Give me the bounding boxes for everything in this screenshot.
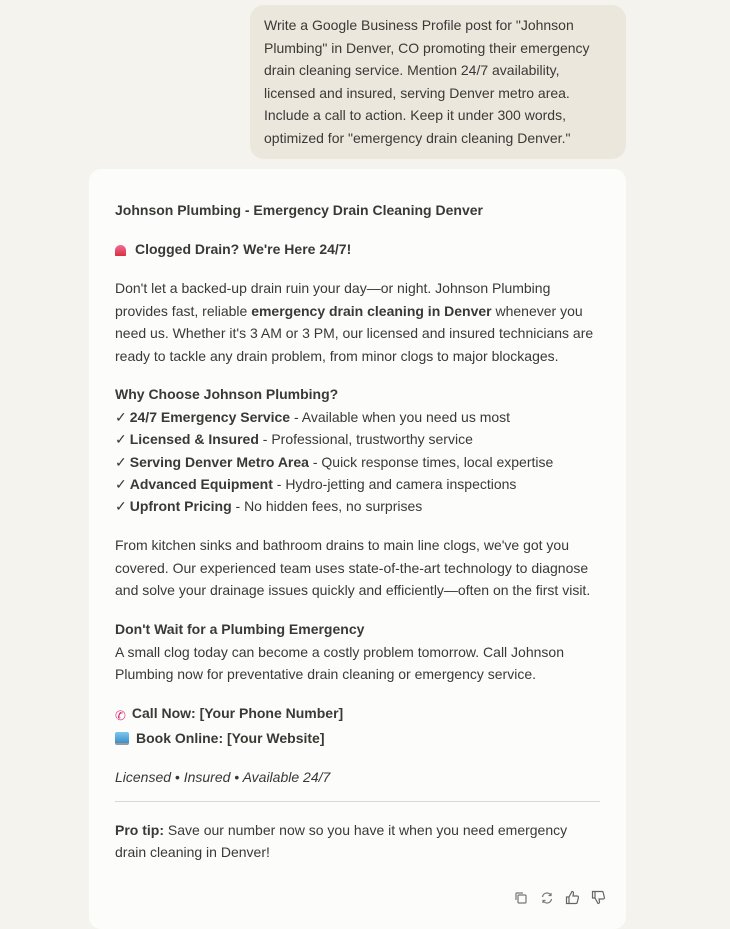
retry-button[interactable] xyxy=(538,889,555,906)
thumbs-up-button[interactable] xyxy=(564,889,581,906)
feature-item: ✓ Licensed & Insured - Professional, trustworthy service xyxy=(115,431,473,448)
user-message: Write a Google Business Profile post for "Johnson Plumbing" in Denver, CO promoting their emergency drain cleaning service. Mention 24/7 availability, licensed and insured, serving Denver metro area. Include a call to action. Keep it under 300 words, optimized for "emergency drain cleaning Denver." xyxy=(250,5,626,159)
post-headline: Clogged Drain? We're Here 24/7! xyxy=(115,238,600,260)
post-title: Johnson Plumbing - Emergency Drain Cleaning Denver xyxy=(115,202,483,218)
feature-item: ✓ 24/7 Emergency Service - Available when you need us most xyxy=(115,408,511,425)
wait-section: Don't Wait for a Plumbing Emergency A small clog today can become a costly problem tomorrow. Call Johnson Plumbing now for preventative drain cleaning or emergency service. xyxy=(115,621,564,682)
thumbs-up-icon xyxy=(565,890,580,905)
divider xyxy=(115,801,600,802)
assistant-response xyxy=(89,169,626,929)
tagline: Licensed • Insured • Available 24/7 xyxy=(115,769,331,786)
feature-item: ✓ Serving Denver Metro Area - Quick response times, local expertise xyxy=(115,453,554,470)
check-icon: ✓ xyxy=(115,498,127,515)
intro-paragraph: Don't let a backed-up drain ruin your day—or night. Johnson Plumbing provides fast, reliable emergency drain cleaning in Denver whenever you need us. Whether it's 3 AM or 3 PM, our licensed and insured technicians are ready to tackle any drain problem, from minor clogs to major blockages. xyxy=(115,280,594,364)
laptop-icon xyxy=(115,732,129,745)
copy-button[interactable] xyxy=(512,889,529,906)
phone-icon: ✆ xyxy=(115,707,126,723)
why-heading: Why Choose Johnson Plumbing? xyxy=(115,386,339,403)
siren-icon xyxy=(115,245,126,256)
check-icon: ✓ xyxy=(115,453,127,470)
check-icon: ✓ xyxy=(115,476,127,493)
features-section xyxy=(115,383,600,517)
cta-section: ✆ Call Now: [Your Phone Number] Book Online: [Your Website] xyxy=(115,704,344,747)
feature-item: ✓ Upfront Pricing - No hidden fees, no surprises xyxy=(115,498,423,515)
refresh-icon xyxy=(540,891,554,905)
check-icon: ✓ xyxy=(115,431,127,448)
feature-item: ✓ Advanced Equipment - Hydro-jetting and camera inspections xyxy=(115,476,517,493)
message-actions xyxy=(512,889,607,906)
pro-tip: Pro tip: Save our number now so you have it when you need emergency drain cleaning in Denver! xyxy=(115,821,568,860)
thumbs-down-button[interactable] xyxy=(590,889,607,906)
copy-icon xyxy=(514,891,528,905)
coverage-paragraph: From kitchen sinks and bathroom drains to main line clogs, we've got you covered. Our experienced team uses state-of-the-art technology to diagnose and solve your drainage issues quickly and efficiently—often on the first visit. xyxy=(115,537,591,599)
check-icon: ✓ xyxy=(115,408,127,425)
thumbs-down-icon xyxy=(591,890,606,905)
